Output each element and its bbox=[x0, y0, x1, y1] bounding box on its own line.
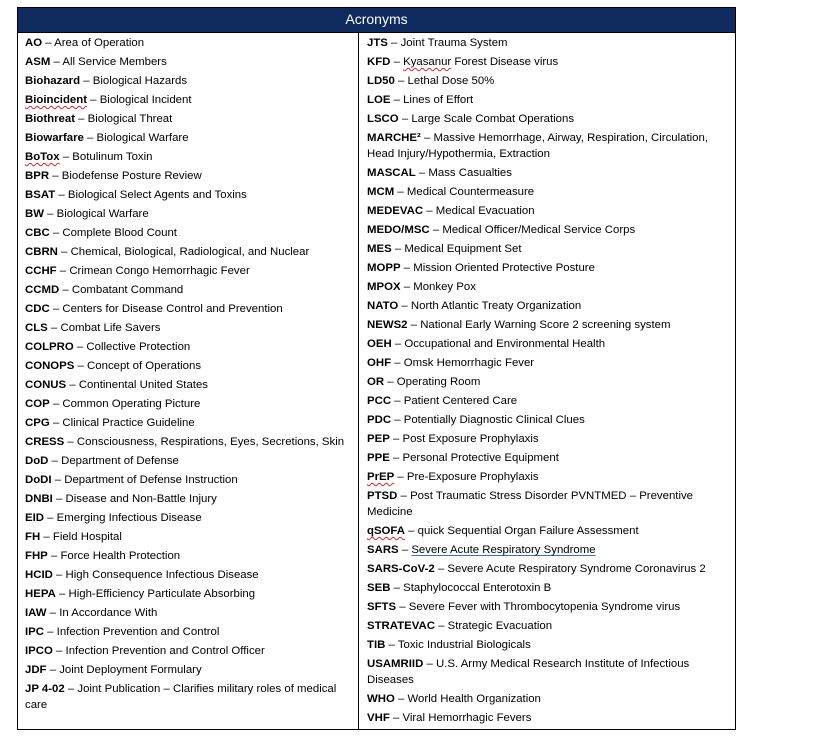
dash-separator: – bbox=[74, 360, 88, 372]
acronym-entry-medo-msc bbox=[367, 222, 731, 238]
acronym-term: OR bbox=[367, 376, 385, 388]
acronym-definition: Monkey Pox bbox=[413, 281, 476, 293]
acronym-definition: National Early Warning Score 2 screening system bbox=[420, 319, 671, 331]
dash-separator: – bbox=[80, 75, 93, 87]
acronym-entry-who bbox=[367, 691, 731, 707]
acronym-entry-mcm bbox=[367, 184, 731, 200]
acronym-term: Biowarfare bbox=[25, 132, 84, 144]
acronym-entry-usamriid bbox=[367, 656, 731, 688]
acronym-term: CBRN bbox=[25, 246, 58, 258]
acronym-term: PEP bbox=[367, 433, 390, 445]
acronym-entry-oeh bbox=[367, 336, 731, 352]
acronym-entry-jp-4-02 bbox=[25, 681, 355, 713]
acronym-term: SARS bbox=[367, 544, 399, 556]
acronym-term: IAW bbox=[25, 607, 47, 619]
acronym-entry-colpro bbox=[25, 339, 355, 355]
acronym-definition: Biological Select Agents and Toxins bbox=[67, 189, 247, 201]
acronym-entry-cbc bbox=[25, 225, 355, 241]
dash-separator: – bbox=[49, 303, 63, 315]
acronym-entry-loe bbox=[367, 92, 731, 108]
acronym-term: CBC bbox=[25, 227, 50, 239]
acronym-definition: Large Scale Combat Operations bbox=[411, 113, 575, 125]
dash-separator: – bbox=[400, 281, 414, 293]
acronym-entry-dod bbox=[25, 453, 355, 469]
acronym-definition: Staphylococcal Enterotoxin B bbox=[403, 582, 552, 594]
dash-separator: – bbox=[50, 56, 63, 68]
table-header: Acronyms bbox=[18, 8, 735, 33]
dash-separator: – bbox=[423, 205, 436, 217]
acronym-definition: Infection Prevention and Control bbox=[56, 626, 220, 638]
dash-separator: – bbox=[391, 395, 404, 407]
dash-separator: – bbox=[49, 417, 63, 429]
acronym-definition: Medical Equipment Set bbox=[404, 243, 522, 255]
acronym-definition: Severe Fever with Thrombocytopenia Syndrome virus bbox=[408, 601, 681, 613]
acronym-entry-cchf bbox=[25, 263, 355, 279]
acronym-term: COP bbox=[25, 398, 50, 410]
dash-separator: – bbox=[52, 493, 66, 505]
acronym-definition: Potentially Diagnostic Clinical Clues bbox=[403, 414, 585, 426]
dash-separator: – bbox=[59, 284, 72, 296]
acronym-entry-sars bbox=[367, 542, 731, 558]
acronym-definition: Concept of Operations bbox=[87, 360, 202, 372]
dash-separator: – bbox=[40, 531, 53, 543]
dash-separator: – bbox=[55, 588, 69, 600]
dash-separator: – bbox=[420, 132, 434, 144]
acronym-entry-ppe bbox=[367, 450, 731, 466]
acronym-definition: Biological Hazards bbox=[92, 75, 188, 87]
acronym-entry-pcc bbox=[367, 393, 731, 409]
dash-separator: – bbox=[387, 37, 401, 49]
acronym-definition: Mass Casualties bbox=[428, 167, 512, 179]
acronym-entry-cress bbox=[25, 434, 355, 450]
dash-separator: – bbox=[64, 436, 77, 448]
acronym-definition: Pre-Exposure Prophylaxis bbox=[406, 471, 539, 483]
dash-separator: – bbox=[389, 433, 403, 445]
acronym-term: LOE bbox=[367, 94, 391, 106]
acronym-definition: Occupational and Environmental Health bbox=[404, 338, 606, 350]
acronym-term: BPR bbox=[25, 170, 50, 182]
acronym-term: BoTox bbox=[25, 151, 60, 163]
acronym-term: TIB bbox=[367, 639, 386, 651]
acronym-entry-mascal bbox=[367, 165, 731, 181]
dash-separator: – bbox=[57, 246, 71, 258]
acronym-definition: Consciousness, Respirations, Eyes, Secretions, Skin bbox=[76, 436, 345, 448]
acronym-term: IPCO bbox=[25, 645, 53, 657]
dash-separator: – bbox=[64, 683, 78, 695]
acronym-definition: Medical Officer/Medical Service Corps bbox=[442, 224, 636, 236]
dash-separator: – bbox=[55, 189, 68, 201]
dash-separator: – bbox=[44, 626, 57, 638]
acronym-term: CONOPS bbox=[25, 360, 75, 372]
acronym-term: Bioincident bbox=[25, 94, 88, 106]
acronym-term: CPG bbox=[25, 417, 50, 429]
acronym-term: PTSD bbox=[367, 490, 398, 502]
acronym-definition: U.S. Army Medical Research Institute of Infectious Diseases bbox=[367, 658, 690, 686]
definition-rest: Forest Disease virus bbox=[451, 56, 559, 68]
acronym-definition: Crimean Congo Hemorrhagic Fever bbox=[69, 265, 250, 277]
acronym-entry-jdf bbox=[25, 662, 355, 678]
acronym-term: OHF bbox=[367, 357, 392, 369]
dash-separator: – bbox=[429, 224, 443, 236]
dash-separator: – bbox=[42, 37, 55, 49]
dash-separator: – bbox=[384, 376, 397, 388]
acronym-entry-botox bbox=[25, 149, 355, 165]
dash-separator: – bbox=[423, 658, 436, 670]
dash-separator: – bbox=[398, 300, 411, 312]
acronym-term: NEWS2 bbox=[367, 319, 408, 331]
acronym-term: MPOX bbox=[367, 281, 401, 293]
dash-separator: – bbox=[73, 341, 87, 353]
acronym-term: MOPP bbox=[367, 262, 401, 274]
dash-separator: – bbox=[396, 601, 409, 613]
acronym-entry-mpox bbox=[367, 279, 731, 295]
acronym-definition: Omsk Hemorrhagic Fever bbox=[403, 357, 535, 369]
dash-separator: – bbox=[83, 132, 97, 144]
acronym-entry-biowarfare bbox=[25, 130, 355, 146]
acronym-entry-lsco bbox=[367, 111, 731, 127]
acronym-entry-dodi bbox=[25, 472, 355, 488]
acronym-term: STRATEVAC bbox=[367, 620, 435, 632]
acronym-term: Biohazard bbox=[25, 75, 81, 87]
acronym-definition: Severe Acute Respiratory Syndrome Coronavirus 2 bbox=[447, 563, 706, 575]
dash-separator: – bbox=[391, 338, 405, 350]
acronym-definition: Strategic Evacuation bbox=[447, 620, 553, 632]
acronym-entry-nato bbox=[367, 298, 731, 314]
acronym-definition: Combatant Command bbox=[71, 284, 184, 296]
acronym-entry-news2 bbox=[367, 317, 731, 333]
acronym-definition: Viral Hemorrhagic Fevers bbox=[402, 712, 532, 724]
acronym-definition: Joint Trauma System bbox=[400, 37, 508, 49]
acronym-definition: Clinical Practice Guideline bbox=[62, 417, 195, 429]
dash-separator: – bbox=[49, 398, 63, 410]
acronym-entry-ohf bbox=[367, 355, 731, 371]
acronym-definition: Post Traumatic Stress Disorder PVNTMED – Preventive Medicine bbox=[367, 490, 694, 518]
acronym-entry-sfts bbox=[367, 599, 731, 615]
acronym-term: USAMRIID bbox=[367, 658, 424, 670]
acronym-term: CLS bbox=[25, 322, 48, 334]
dash-separator: – bbox=[49, 227, 63, 239]
acronym-entry-hepa bbox=[25, 586, 355, 602]
acronym-entry-or bbox=[367, 374, 731, 390]
dash-separator: – bbox=[398, 544, 412, 556]
dash-separator: – bbox=[394, 75, 408, 87]
dash-separator: – bbox=[59, 151, 73, 163]
acronym-definition: Chemical, Biological, Radiological, and Nuclear bbox=[70, 246, 310, 258]
acronym-definition: All Service Members bbox=[62, 56, 167, 68]
dash-separator: – bbox=[47, 322, 61, 334]
acronym-entry-dnbi bbox=[25, 491, 355, 507]
acronym-entry-bw bbox=[25, 206, 355, 222]
acronym-term: MCM bbox=[367, 186, 395, 198]
acronym-term: HEPA bbox=[25, 588, 56, 600]
dash-separator: – bbox=[47, 550, 61, 562]
acronym-term: SARS-CoV-2 bbox=[367, 563, 435, 575]
acronym-entry-seb bbox=[367, 580, 731, 596]
dash-separator: – bbox=[391, 243, 405, 255]
acronym-entry-pdc bbox=[367, 412, 731, 428]
acronym-definition: Operating Room bbox=[396, 376, 481, 388]
acronym-term: MARCHE² bbox=[367, 132, 421, 144]
acronym-entry-cop bbox=[25, 396, 355, 412]
acronym-definition: Personal Protective Equipment bbox=[402, 452, 559, 464]
dash-separator: – bbox=[87, 94, 100, 106]
acronym-entry-ccmd bbox=[25, 282, 355, 298]
acronym-definition: High Consequence Infectious Disease bbox=[65, 569, 259, 581]
acronyms-table bbox=[17, 7, 736, 730]
acronym-definition: Centers for Disease Control and Prevention bbox=[62, 303, 283, 315]
acronym-entry-jts bbox=[367, 35, 731, 51]
acronym-entry-bioincident bbox=[25, 92, 355, 108]
acronym-term: JDF bbox=[25, 664, 47, 676]
acronym-entry-biothreat bbox=[25, 111, 355, 127]
acronym-entry-tib bbox=[367, 637, 731, 653]
dash-separator: – bbox=[391, 357, 404, 369]
acronym-term: Biothreat bbox=[25, 113, 75, 125]
acronym-definition: Medical Evacuation bbox=[435, 205, 535, 217]
acronym-entry-cdc bbox=[25, 301, 355, 317]
acronym-definition: Biological Warfare bbox=[96, 132, 189, 144]
acronym-term: JP 4-02 bbox=[25, 683, 65, 695]
acronym-definition: North Atlantic Treaty Organization bbox=[410, 300, 582, 312]
acronym-entry-conops bbox=[25, 358, 355, 374]
acronym-definition: Lines of Effort bbox=[403, 94, 474, 106]
dash-separator: – bbox=[46, 607, 60, 619]
dash-separator: – bbox=[434, 563, 448, 575]
acronym-term: MEDO/MSC bbox=[367, 224, 430, 236]
acronym-entry-eid bbox=[25, 510, 355, 526]
acronym-term: MES bbox=[367, 243, 392, 255]
dash-separator: – bbox=[415, 167, 429, 179]
acronym-term: HCID bbox=[25, 569, 53, 581]
acronym-definition: Post Exposure Prophylaxis bbox=[402, 433, 539, 445]
acronym-definition[interactable]: Severe Acute Respiratory Syndrome bbox=[411, 544, 596, 556]
dash-separator: – bbox=[52, 569, 66, 581]
acronym-entry-stratevac bbox=[367, 618, 731, 634]
acronym-term: qSOFA bbox=[367, 525, 405, 537]
acronym-definition: Force Health Protection bbox=[60, 550, 181, 562]
acronym-entry-ptsd bbox=[367, 488, 731, 520]
acronym-entry-asm bbox=[25, 54, 355, 70]
acronym-definition: Patient Centered Care bbox=[403, 395, 518, 407]
dash-separator: – bbox=[400, 262, 414, 274]
acronym-entry-qsofa bbox=[367, 523, 731, 539]
dash-separator: – bbox=[389, 452, 403, 464]
acronym-definition: Biological Warfare bbox=[56, 208, 149, 220]
acronym-entry-bpr bbox=[25, 168, 355, 184]
acronym-term: DoD bbox=[25, 455, 49, 467]
acronym-definition: Field Hospital bbox=[52, 531, 122, 543]
acronym-term: NATO bbox=[367, 300, 399, 312]
acronym-definition: Infection Prevention and Control Officer bbox=[65, 645, 265, 657]
acronym-term: CRESS bbox=[25, 436, 65, 448]
dash-separator: – bbox=[44, 512, 57, 524]
acronym-term: KFD bbox=[367, 56, 391, 68]
dash-separator: – bbox=[385, 639, 398, 651]
acronym-entry-fhp bbox=[25, 548, 355, 564]
acronym-entry-cbrn bbox=[25, 244, 355, 260]
acronym-entry-conus bbox=[25, 377, 355, 393]
acronym-entry-ipc bbox=[25, 624, 355, 640]
acronym-definition: Toxic Industrial Biologicals bbox=[397, 639, 531, 651]
acronym-definition: Mission Oriented Protective Posture bbox=[413, 262, 595, 274]
acronym-definition: Continental United States bbox=[78, 379, 208, 391]
acronym-term: MEDEVAC bbox=[367, 205, 424, 217]
acronym-entry-sars-cov-2 bbox=[367, 561, 731, 577]
acronym-definition: Joint Publication – Clarifies military roles of medical care bbox=[25, 683, 337, 711]
acronym-term: SFTS bbox=[367, 601, 397, 613]
dash-separator: – bbox=[75, 113, 88, 125]
acronym-definition: quick Sequential Organ Failure Assessment bbox=[417, 525, 639, 537]
right-column bbox=[367, 35, 731, 729]
acronym-definition bbox=[403, 56, 558, 68]
acronym-term: ASM bbox=[25, 56, 51, 68]
acronym-definition: Medical Countermeasure bbox=[406, 186, 535, 198]
acronym-entry-mes bbox=[367, 241, 731, 257]
acronym-term: COLPRO bbox=[25, 341, 74, 353]
dash-separator: – bbox=[398, 113, 412, 125]
dash-separator: – bbox=[390, 94, 404, 106]
acronym-term: AO bbox=[25, 37, 43, 49]
acronym-term: CCHF bbox=[25, 265, 57, 277]
acronym-term: IPC bbox=[25, 626, 44, 638]
dash-separator: – bbox=[389, 712, 403, 724]
acronym-entry-ld50 bbox=[367, 73, 731, 89]
acronym-term: MASCAL bbox=[367, 167, 416, 179]
dash-separator: – bbox=[43, 208, 57, 220]
dash-separator: – bbox=[404, 525, 418, 537]
acronym-term: FHP bbox=[25, 550, 48, 562]
acronym-term: JTS bbox=[367, 37, 388, 49]
acronym-entry-hcid bbox=[25, 567, 355, 583]
dash-separator: – bbox=[407, 319, 421, 331]
acronym-definition: Joint Deployment Formulary bbox=[59, 664, 202, 676]
misspelled-word: Kyasanur bbox=[403, 56, 452, 68]
acronym-definition: Collective Protection bbox=[86, 341, 191, 353]
left-column bbox=[25, 35, 355, 716]
acronym-entry-biohazard bbox=[25, 73, 355, 89]
dash-separator: – bbox=[66, 379, 79, 391]
dash-separator: – bbox=[51, 474, 65, 486]
acronym-definition: Biological Threat bbox=[87, 113, 173, 125]
acronym-term: LD50 bbox=[367, 75, 395, 87]
acronym-definition: Combat Life Savers bbox=[60, 322, 161, 334]
acronym-term: LSCO bbox=[367, 113, 399, 125]
acronym-entry-pep bbox=[367, 431, 731, 447]
acronym-term: PDC bbox=[367, 414, 392, 426]
acronym-entry-ao bbox=[25, 35, 355, 51]
acronym-definition: Biodefense Posture Review bbox=[61, 170, 202, 182]
acronym-term: FH bbox=[25, 531, 41, 543]
dash-separator: – bbox=[397, 490, 411, 502]
dash-separator: – bbox=[390, 582, 404, 594]
dash-separator: – bbox=[394, 693, 408, 705]
acronym-entry-mopp bbox=[367, 260, 731, 276]
acronym-entry-vhf bbox=[367, 710, 731, 726]
acronym-definition: Lethal Dose 50% bbox=[407, 75, 495, 87]
acronym-entry-cls bbox=[25, 320, 355, 336]
acronym-term: EID bbox=[25, 512, 44, 524]
acronym-term: CONUS bbox=[25, 379, 67, 391]
dash-separator: – bbox=[48, 455, 62, 467]
acronym-definition: Department of Defense bbox=[61, 455, 179, 467]
acronym-term: SEB bbox=[367, 582, 391, 594]
acronym-entry-bsat bbox=[25, 187, 355, 203]
acronym-entry-kfd bbox=[367, 54, 731, 70]
acronym-definition: Emerging Infectious Disease bbox=[56, 512, 202, 524]
acronym-definition: Disease and Non-Battle Injury bbox=[65, 493, 217, 505]
acronym-definition: Botulinum Toxin bbox=[72, 151, 153, 163]
acronym-entry-iaw bbox=[25, 605, 355, 621]
acronym-term: PrEP bbox=[367, 471, 395, 483]
acronym-term: OEH bbox=[367, 338, 392, 350]
dash-separator: – bbox=[391, 414, 404, 426]
acronym-term: PCC bbox=[367, 395, 392, 407]
acronym-term: WHO bbox=[367, 693, 395, 705]
acronym-definition: Department of Defense Instruction bbox=[64, 474, 238, 486]
acronym-definition: Area of Operation bbox=[54, 37, 145, 49]
acronym-entry-medevac bbox=[367, 203, 731, 219]
dash-separator: – bbox=[52, 645, 66, 657]
acronym-term: BW bbox=[25, 208, 44, 220]
acronym-definition: In Accordance With bbox=[59, 607, 158, 619]
acronym-term: DNBI bbox=[25, 493, 53, 505]
acronym-term: CCMD bbox=[25, 284, 60, 296]
acronym-term: PPE bbox=[367, 452, 390, 464]
acronym-definition: High-Efficiency Particulate Absorbing bbox=[68, 588, 256, 600]
dash-separator: – bbox=[49, 170, 62, 182]
acronym-term: VHF bbox=[367, 712, 390, 724]
dash-separator: – bbox=[434, 620, 448, 632]
dash-separator: – bbox=[46, 664, 60, 676]
acronym-definition: Complete Blood Count bbox=[62, 227, 177, 239]
acronym-term: DoDI bbox=[25, 474, 52, 486]
dash-separator: – bbox=[390, 56, 404, 68]
acronym-term: CDC bbox=[25, 303, 50, 315]
acronym-entry-prep bbox=[367, 469, 731, 485]
acronym-term: BSAT bbox=[25, 189, 56, 201]
acronym-entry-ipco bbox=[25, 643, 355, 659]
acronym-definition: World Health Organization bbox=[407, 693, 541, 705]
dash-separator: – bbox=[56, 265, 70, 277]
dash-separator: – bbox=[394, 186, 407, 198]
acronym-definition: Biological Incident bbox=[99, 94, 192, 106]
acronym-definition: Massive Hemorrhage, Airway, Respiration, Circulation, Head Injury/Hypothermia, Extraction bbox=[367, 132, 708, 160]
acronym-entry-fh bbox=[25, 529, 355, 545]
acronym-entry-marche- bbox=[367, 130, 731, 162]
dash-separator: – bbox=[394, 471, 407, 483]
column-divider bbox=[358, 33, 359, 729]
acronym-definition: Common Operating Picture bbox=[62, 398, 201, 410]
acronym-entry-cpg bbox=[25, 415, 355, 431]
